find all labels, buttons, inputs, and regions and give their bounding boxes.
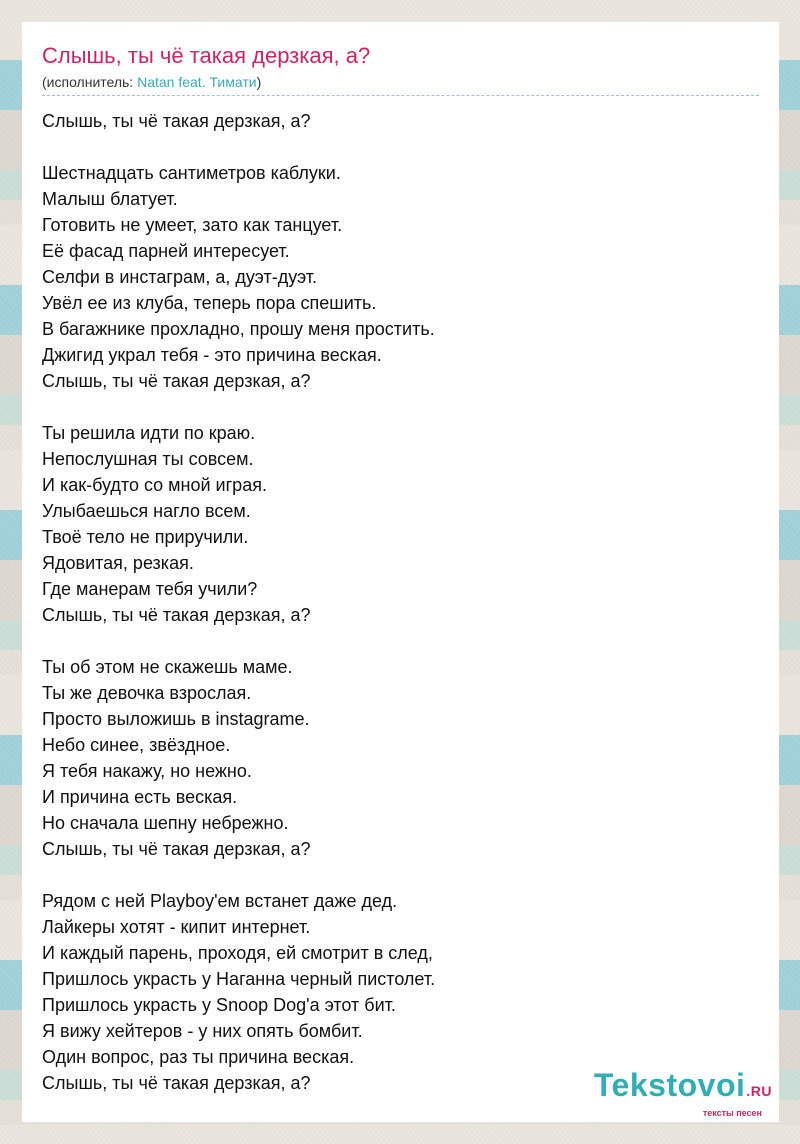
lyric-line: Слышь, ты чё такая дерзкая, а? (42, 839, 311, 859)
lyric-line: Слышь, ты чё такая дерзкая, а? (42, 605, 311, 625)
lyrics-stanza (42, 888, 759, 1096)
song-title: Слышь, ты чё такая дерзкая, а? (42, 43, 371, 68)
lyric-line: Пришлось украсть у Наганна черный пистолет. (42, 969, 436, 989)
lyric-line: Твоё тело не приручили. (42, 527, 249, 547)
logo-name: Tekstovoi (593, 1067, 746, 1103)
lyrics-stanza (42, 420, 759, 628)
lyric-line: Джигид украл тебя - это причина веская. (42, 345, 382, 365)
lyric-line: И каждый парень, проходя, ей смотрит в след, (42, 943, 433, 963)
lyric-line: И причина есть веская. (42, 787, 238, 807)
performer-link[interactable]: Natan feat. Тимати (137, 74, 257, 90)
lyric-line: Один вопрос, раз ты причина веская. (42, 1047, 355, 1067)
lyrics-body (42, 108, 759, 1096)
lyrics-stanza (42, 160, 759, 394)
lyric-line: В багажнике прохладно, прошу меня простить. (42, 319, 435, 339)
performer-line (42, 72, 759, 96)
lyric-line: Готовить не умеет, зато как танцует. (42, 215, 343, 235)
logo-wordmark (594, 1069, 772, 1107)
lyrics-page (22, 22, 779, 1122)
tekstovoi-logo[interactable] (594, 1069, 772, 1118)
logo-tld: .RU (746, 1083, 772, 1099)
lyrics-stanza (42, 654, 759, 862)
lyric-line: Непослушная ты совсем. (42, 449, 254, 469)
lyric-line: И как-будто со мной играя. (42, 475, 267, 495)
lyric-line: Где манерам тебя учили? (42, 579, 258, 599)
lyric-line: Её фасад парней интересует. (42, 241, 290, 261)
lyric-line: Я вижу хейтеров - у них опять бомбит. (42, 1021, 363, 1041)
lyric-line: Слышь, ты чё такая дерзкая, а? (42, 1073, 311, 1093)
lyric-line: Ты решила идти по краю. (42, 423, 256, 443)
lyric-line: Малыш блатует. (42, 189, 178, 209)
lyric-line: Но сначала шепну небрежно. (42, 813, 289, 833)
lyric-line: Лайкеры хотят - кипит интернет. (42, 917, 311, 937)
lyric-line: Увёл ее из клуба, теперь пора спешить. (42, 293, 377, 313)
lyric-line: Я тебя накажу, но нежно. (42, 761, 252, 781)
lyric-line: Шестнадцать сантиметров каблуки. (42, 163, 341, 183)
lyrics-stanza (42, 108, 759, 134)
lyric-line: Небо синее, звёздное. (42, 735, 231, 755)
lyric-line: Ты об этом не скажешь маме. (42, 657, 293, 677)
lyric-line: Слышь, ты чё такая дерзкая, а? (42, 111, 311, 131)
lyric-line: Рядом с ней Playboy'ем встанет даже дед. (42, 891, 398, 911)
lyric-line: Слышь, ты чё такая дерзкая, а? (42, 371, 311, 391)
logo-tagline: тексты песен (702, 1108, 762, 1118)
performer-suffix: ) (256, 74, 262, 90)
lyric-line: Ты же девочка взрослая. (42, 683, 252, 703)
lyric-line: Селфи в инстаграм, а, дуэт-дуэт. (42, 267, 318, 287)
lyric-line: Ядовитая, резкая. (42, 553, 194, 573)
lyric-line: Пришлось украсть у Snoop Dog'а этот бит. (42, 995, 396, 1015)
lyric-line: Улыбаешься нагло всем. (42, 501, 251, 521)
performer-prefix: (исполнитель: (42, 74, 138, 90)
lyric-line: Просто выложишь в instagrame. (42, 709, 310, 729)
